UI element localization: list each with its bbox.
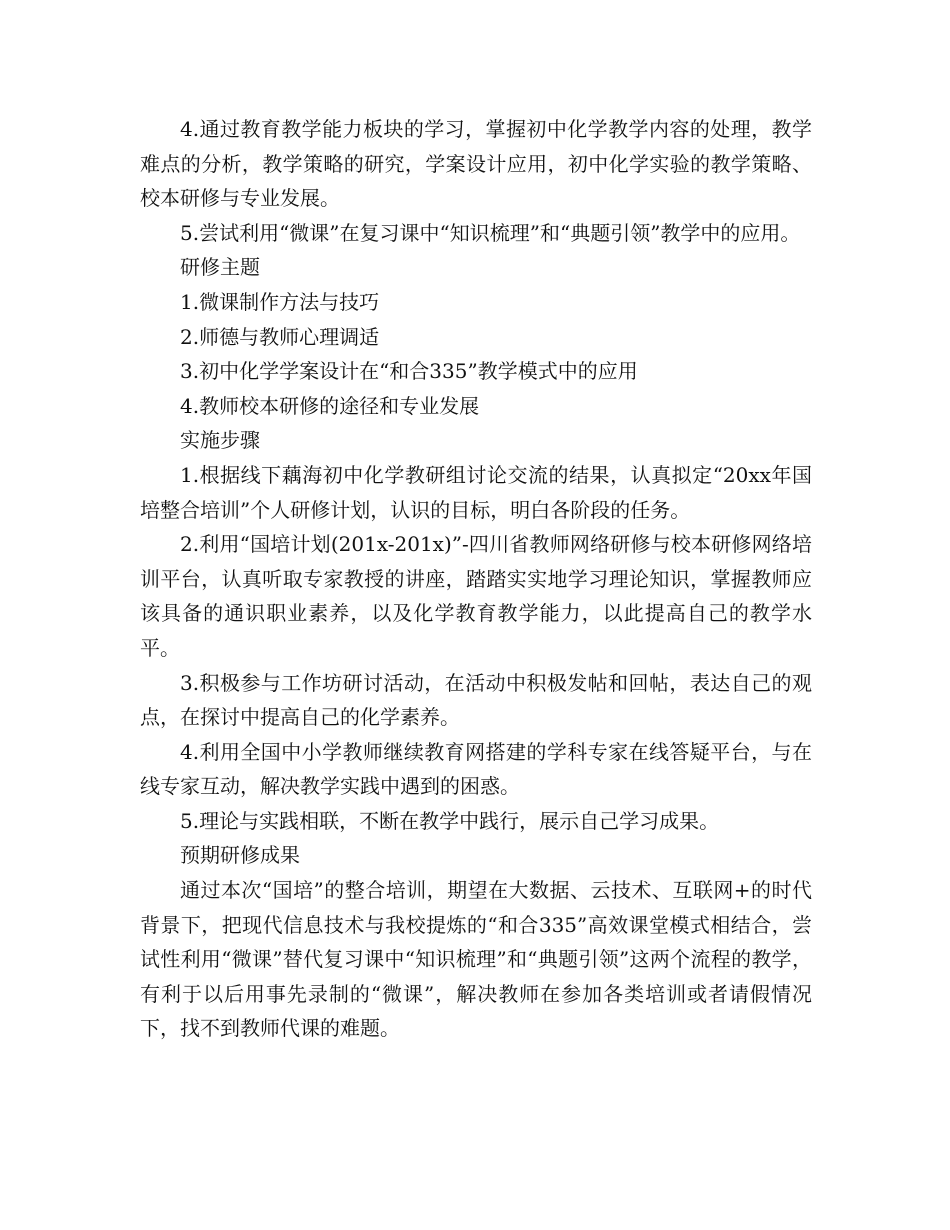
paragraph-topic-2: 2.师德与教师心理调适 (180, 324, 380, 349)
paragraph-step-1: 1.根据线下藕海初中化学教研组讨论交流的结果，认真拟定“20xx年国培整合培训”个人研修计划，认识的目标，明白各阶段的任务。 (140, 462, 812, 522)
paragraph-topic-1: 1.微课制作方法与技巧 (180, 289, 380, 314)
paragraph-topic-3: 3.初中化学学案设计在“和合335”教学模式中的应用 (180, 359, 638, 384)
paragraph-step-4: 4.利用全国中小学教师继续教育网搭建的学科专家在线答疑平台，与在线专家互动，解决教学实践中遇到的困惑。 (140, 739, 812, 799)
paragraph-topic-4: 4.教师校本研修的途径和专业发展 (180, 393, 480, 418)
paragraph-goal-4: 4.通过教育教学能力板块的学习，掌握初中化学教学内容的处理，教学难点的分析，教学策略的研究，学案设计应用，初中化学实验的教学策略、校本研修与专业发展。 (140, 117, 812, 211)
section-heading-research-topics: 研修主题 (180, 255, 260, 280)
paragraph-step-2: 2.利用“国培计划(201x-201x)”-四川省教师网络研修与校本研修网络培训平台，认真听取专家教授的讲座，踏踏实实地学习理论知识，掌握教师应该具备的通识职业素养，以及化学教育教学能力，以此提高自己的教学水平。 (140, 532, 812, 660)
paragraph-step-5: 5.理论与实践相联，不断在教学中践行，展示自己学习成果。 (180, 808, 720, 833)
paragraph-outcome: 通过本次“国培”的整合培训，期望在大数据、云技术、互联网+的时代背景下，把现代信息技术与我校提炼的“和合335”高效课堂模式相结合，尝试性利用“微课”替代复习课中“知识梳理”和“典题引领”这两个流程的教学，有利于以后用事先录制的“微课”，解决教师在参加各类培训或者请假情况下，找不到教师代课的难题。 (140, 878, 812, 1041)
section-heading-implementation-steps: 实施步骤 (180, 428, 260, 453)
document-body (140, 112, 812, 1046)
paragraph-goal-5: 5.尝试利用“微课”在复习课中“知识梳理”和“典题引领”教学中的应用。 (180, 220, 801, 245)
section-heading-expected-outcomes: 预期研修成果 (180, 843, 300, 868)
paragraph-step-3: 3.积极参与工作坊研讨活动，在活动中积极发帖和回帖，表达自己的观点，在探讨中提高自己的化学素养。 (140, 670, 812, 730)
